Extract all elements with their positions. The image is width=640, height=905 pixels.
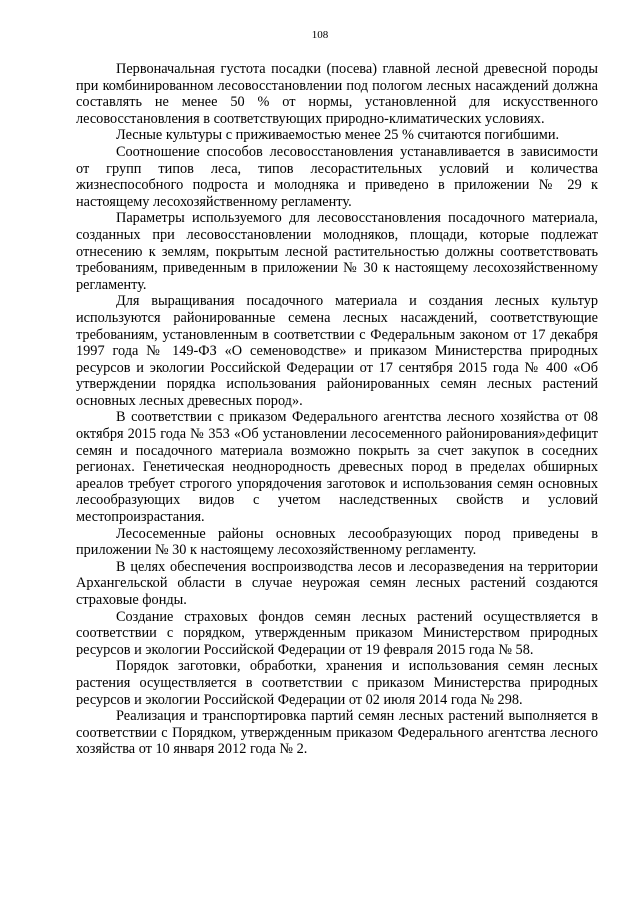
- paragraph: Параметры используемого для лесовосстановления посадочного материала, созданных при лесовосстановлении молодняков, площади, которые подлежат отнесению к землям, покрытым лесной растительностью должны соответствовать требованиям, приведенным в приложении № 30 к настоящему лесохозяйственному регламенту.: [76, 210, 598, 293]
- paragraph: В соответствии с приказом Федерального агентства лесного хозяйства от 08 октября 2015 года № 353 «Об установлении лесосеменного районирования»дефицит семян и посадочного материала возможно покрыть за счет закупок в соседних регионах. Генетическая неоднородность древесных пород в пределах обширных ареалов требует строгого упорядочения заготовок и использования семян основных лесообразующих видов с учетом наследственных свойств и условий местопроизрастания.: [76, 409, 598, 526]
- paragraph: Реализация и транспортировка партий семян лесных растений выполняется в соответствии с Порядком, утвержденным приказом Федерального агентства лесного хозяйства от 10 января 2012 года № 2.: [76, 708, 598, 758]
- paragraph: Создание страховых фондов семян лесных растений осуществляется в соответствии с порядком, утвержденным приказом Министерством природных ресурсов и экологии Российской Федерации от 19 февраля 2015 года № 58.: [76, 608, 598, 658]
- paragraph: Первоначальная густота посадки (посева) главной лесной древесной породы при комбинированном лесовосстановлении под пологом лесных насаждений должна составлять не менее 50 % от нормы, установленной для искусственного лесовосстановления в соответствующих природно-климатических условиях.: [76, 61, 598, 127]
- document-body: [76, 61, 598, 758]
- paragraph: Лесные культуры с приживаемостью менее 25 % считаются погибшими.: [116, 127, 560, 144]
- paragraph: Соотношение способов лесовосстановления устанавливается в зависимости от групп типов леса, типов лесорастительных условий и количества жизнеспособного подроста и молодняка и приведено в приложении № 29 к настоящему лесохозяйственному регламенту.: [76, 143, 598, 210]
- paragraph: Порядок заготовки, обработки, хранения и использования семян лесных растения осуществляется в соответствии с приказом Министерства природных ресурсов и экологии Российской Федерации от 02 июля 2014 года № 298.: [76, 658, 598, 708]
- paragraph: В целях обеспечения воспроизводства лесов и лесоразведения на территории Архангельской области в случае неурожая семян лесных растений создаются страховые фонды.: [76, 558, 598, 608]
- paragraph: Лесосеменные районы основных лесообразующих пород приведены в приложении № 30 к настоящему лесохозяйственному регламенту.: [76, 525, 598, 559]
- paragraph: Для выращивания посадочного материала и создания лесных культур используются районированные семена лесных насаждений, соответствующие требованиям, установленным в соответствии с Федеральным законом от 17 декабря 1997 года № 149-ФЗ «О семеноводстве» и приказом Министерства природных ресурсов и экологии Российской Федерации от 17 сентября 2015 года № 400 «Об утверждении порядка использования районированных семян лесных растений основных лесных древесных пород».: [76, 293, 598, 409]
- page-number: 108: [311, 29, 329, 41]
